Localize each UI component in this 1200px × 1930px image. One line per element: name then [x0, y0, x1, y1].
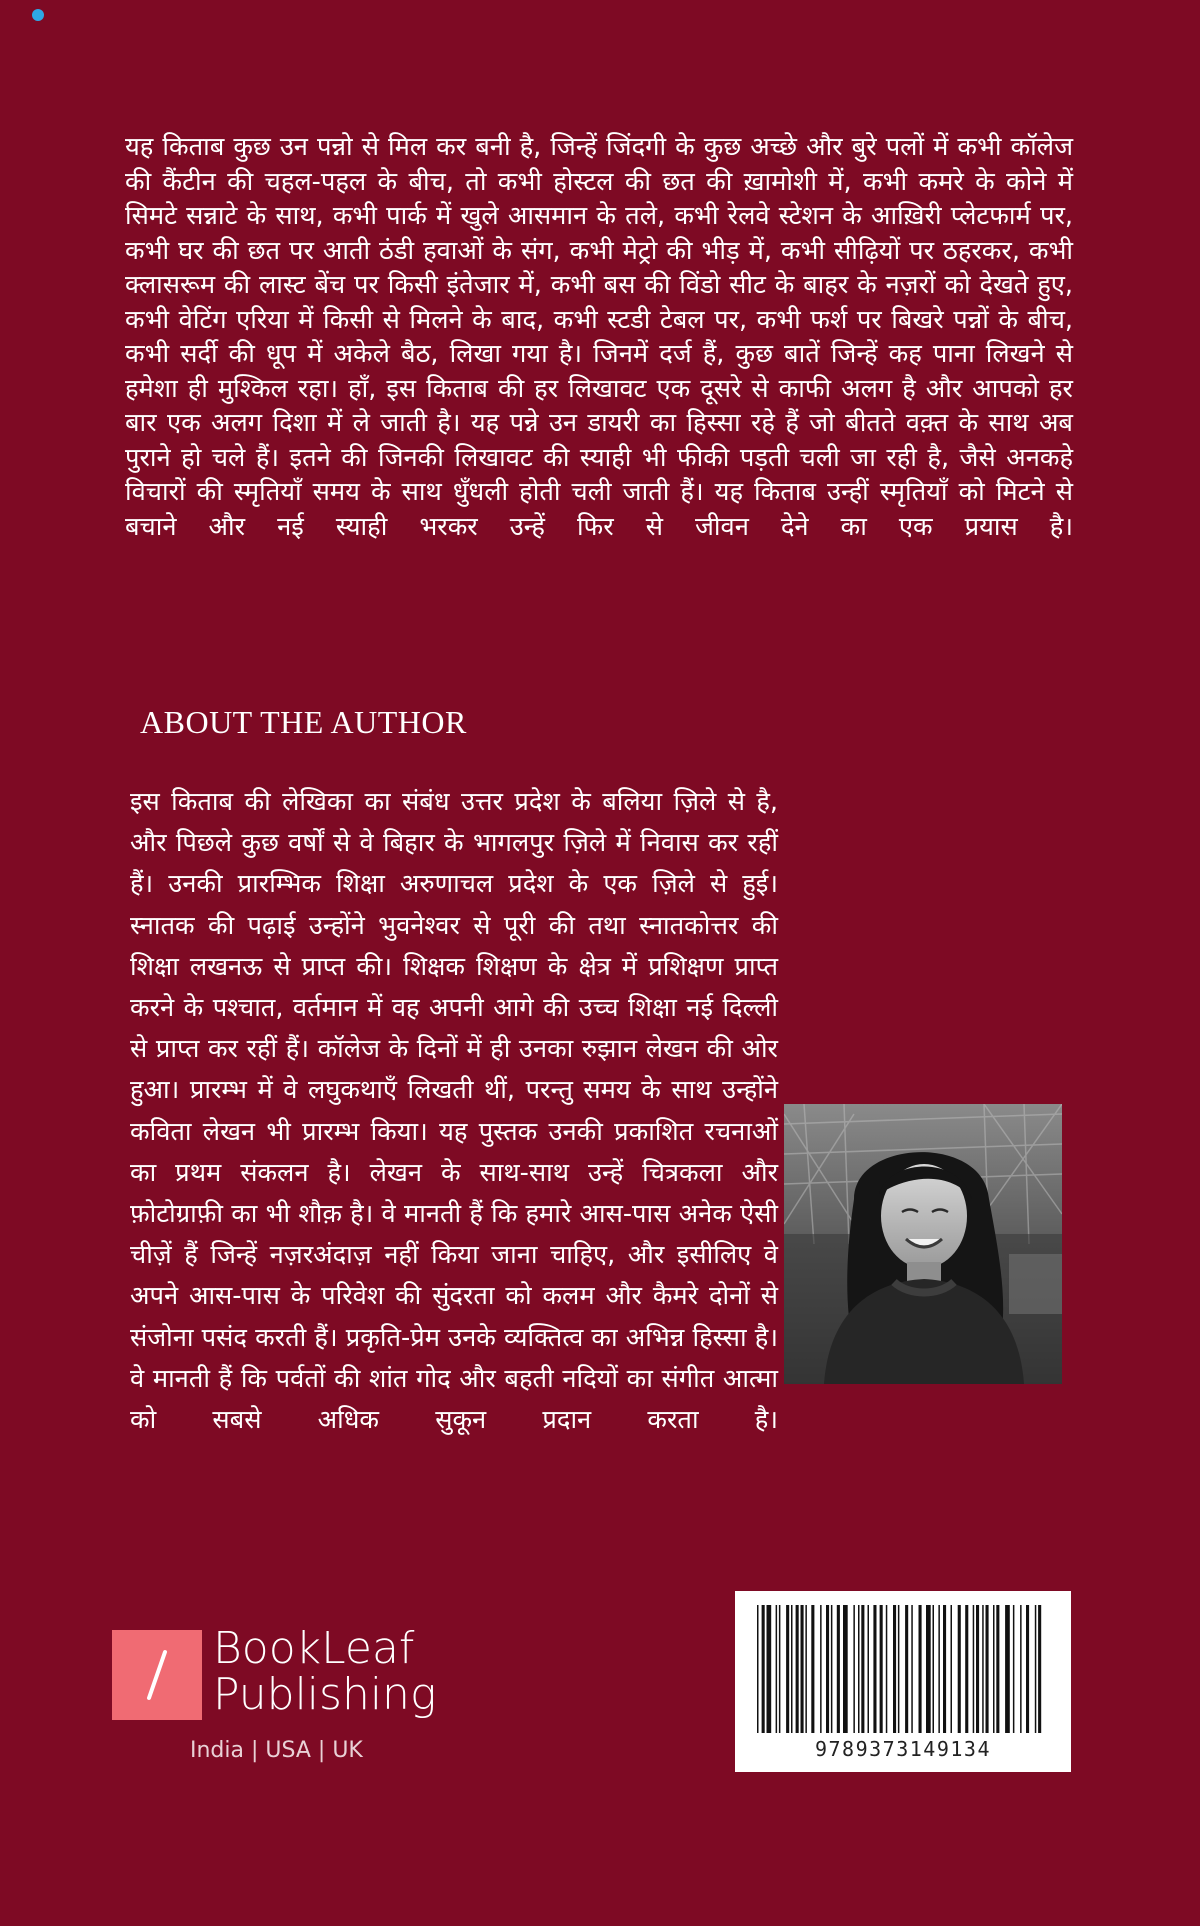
- barcode-bar: [965, 1605, 968, 1733]
- barcode-bar: [826, 1605, 829, 1733]
- barcode-bar: [791, 1605, 793, 1733]
- barcode-bar: [1005, 1605, 1010, 1733]
- barcode-bar: [868, 1605, 870, 1733]
- barcode-bar: [982, 1605, 984, 1733]
- barcode-bar: [938, 1605, 940, 1733]
- barcode-bar: [886, 1605, 888, 1733]
- barcode-bar: [958, 1605, 961, 1733]
- isbn-number: 9789373149134: [814, 1737, 992, 1761]
- barcode-bar: [757, 1605, 759, 1733]
- barcode-bar: [996, 1605, 999, 1733]
- barcode-bar: [880, 1605, 883, 1733]
- author-photo: [784, 1104, 1062, 1384]
- barcode-bar: [926, 1605, 931, 1733]
- barcode-bar: [831, 1605, 833, 1733]
- barcode-bar: [861, 1605, 864, 1733]
- barcode-bar: [837, 1605, 840, 1733]
- barcode-bar: [933, 1605, 935, 1733]
- corner-dot-icon: [32, 9, 44, 21]
- book-blurb: यह किताब कुछ उन पन्नो से मिल कर बनी है, जिन्हें जिंदगी के कुछ अच्छे और बुरे पलों में कभी कॉलेज की कैंटीन की चहल-पहल के बीच, तो कभी होस्टल की छत की ख़ामोशी में, कभी कमरे के कोने में सिमटे सन्नाटे के साथ, कभी पार्क में खुले आसमान के तले, कभी रेलवे स्टेशन के आख़िरी प्लेटफार्म पर, कभी घर की छत पर आती ठंडी हवाओं के संग, कभी मेट्रो की भीड़ में, कभी सीढ़ियों पर ठहरकर, कभी क्लासरूम की लास्ट बेंच पर किसी इंतेजार में, कभी बस की विंडो सीट के बाहर के नज़रों को देखते हुए, कभी वेटिंग एरिया में किसी से मिलने के बाद, कभी स्टडी टेबल पर, कभी फर्श पर बिखरे पन्नों के बीच, कभी सर्दी की धूप में अकेले बैठ, लिखा गया है। जिनमें दर्ज हैं, कुछ बातें जिन्हें कह पाना लिखने से हमेशा ही मुश्किल रहा। हाँ, इस किताब की हर लिखावट एक दूसरे से काफी अलग है और आपको हर बार एक अलग दिशा में ले जाती है। यह पन्ने उन डायरी का हिस्सा रहे हैं जो बीतते वक़्त के साथ अब पुराने हो चले हैं। इतने की जिनकी लिखावट की स्याही भी फीकी पड़ती चली जा रही है, जैसे अनकहे विचारों की स्मृतियाँ समय के साथ धुँधली होती चली जाती हैं। यह किताब उन्हीं स्मृतियाँ को मिटने से बचाने और नई स्याही भरकर उन्हें फिर से जीवन देने का एक प्रयास है।: [125, 132, 1073, 542]
- barcode-bar: [973, 1605, 975, 1733]
- barcode-bar: [801, 1605, 804, 1733]
- barcode-bar: [986, 1605, 989, 1733]
- barcode-bar: [951, 1605, 953, 1733]
- barcode-bar: [993, 1605, 995, 1733]
- barcode-bar: [898, 1605, 900, 1733]
- barcode-bar: [779, 1605, 781, 1733]
- barcode-bar: [858, 1605, 860, 1733]
- barcode-bar: [893, 1605, 896, 1733]
- barcode-bar: [873, 1605, 876, 1733]
- barcode-bar: [805, 1605, 807, 1733]
- barcode-bar: [943, 1605, 946, 1733]
- barcode-bar: [976, 1605, 979, 1733]
- publisher-logo: [112, 1623, 442, 1770]
- barcode-bar: [1038, 1605, 1041, 1733]
- barcode-bar: [853, 1605, 855, 1733]
- barcode-bar: [905, 1605, 908, 1733]
- barcode-bar: [776, 1605, 778, 1733]
- isbn-barcode: [735, 1591, 1071, 1772]
- barcode-bar: [1013, 1605, 1015, 1733]
- barcode-bar: [762, 1605, 765, 1733]
- barcode-bar: [1035, 1605, 1037, 1733]
- about-author-heading: ABOUT THE AUTHOR: [140, 704, 467, 740]
- publisher-name-line1: BookLeaf: [213, 1623, 415, 1674]
- barcode-bar: [1026, 1605, 1029, 1733]
- publisher-regions: India | USA | UK: [190, 1738, 363, 1763]
- barcode-bar: [919, 1605, 922, 1733]
- barcode-bar: [843, 1605, 848, 1733]
- barcode-bar: [767, 1605, 772, 1733]
- barcode-bar: [911, 1605, 913, 1733]
- barcode-bar: [796, 1605, 799, 1733]
- author-photo-image: [784, 1104, 1062, 1384]
- publisher-name-line2: Publishing: [213, 1669, 437, 1720]
- barcode-bar: [1020, 1605, 1022, 1733]
- author-bio: इस किताब की लेखिका का संबंध उत्तर प्रदेश के बलिया ज़िले से है, और पिछले कुछ वर्षों से वे बिहार के भागलपुर ज़िले में निवास कर रहीं हैं। उनकी प्रारम्भिक शिक्षा अरुणाचल प्रदेश के एक ज़िले से हुई। स्नातक की पढ़ाई उन्होंने भुवनेश्वर से पूरी की तथा स्नातकोत्तर की शिक्षा लखनऊ से प्राप्त की। शिक्षक शिक्षण के क्षेत्र में प्रशिक्षण प्राप्त करने के पश्चात, वर्तमान में वह अपनी आगे की उच्च शिक्षा नई दिल्ली से प्राप्त कर रहीं हैं। कॉलेज के दिनों में ही उनका रुझान लेखन की ओर हुआ। प्रारम्भ में वे लघुकथाएँ लिखती थीं, परन्तु समय के साथ उन्होंने कविता लेखन भी प्रारम्भ किया। यह पुस्तक उनकी प्रकाशित रचनाओं का प्रथम संकलन है। लेखन के साथ-साथ उन्हें चित्रकला और फ़ोटोग्राफ़ी का भी शौक़ है। वे मानती हैं कि हमारे आस-पास अनेक ऐसी चीज़ें हैं जिन्हें नज़रअंदाज़ नहीं किया जाना चाहिए, और इसीलिए वे अपने आस-पास के परिवेश की सुंदरता को कलम और कैमरे दोनों से संजोना पसंद करती हैं। प्रकृति-प्रेम उनके व्यक्तित्व का अभिन्न हिस्सा है। वे मानती हैं कि पर्वतों की शांत गोद और बहती नदियों का संगीत आत्मा को सबसे अधिक सुकून प्रदान करता है।: [130, 787, 778, 1436]
- slash-mark-icon: [112, 1630, 202, 1720]
- publisher-name: [213, 1623, 437, 1720]
- barcode-bar: [786, 1605, 789, 1733]
- barcode-bar: [811, 1605, 814, 1733]
- barcode-bar: [820, 1605, 822, 1733]
